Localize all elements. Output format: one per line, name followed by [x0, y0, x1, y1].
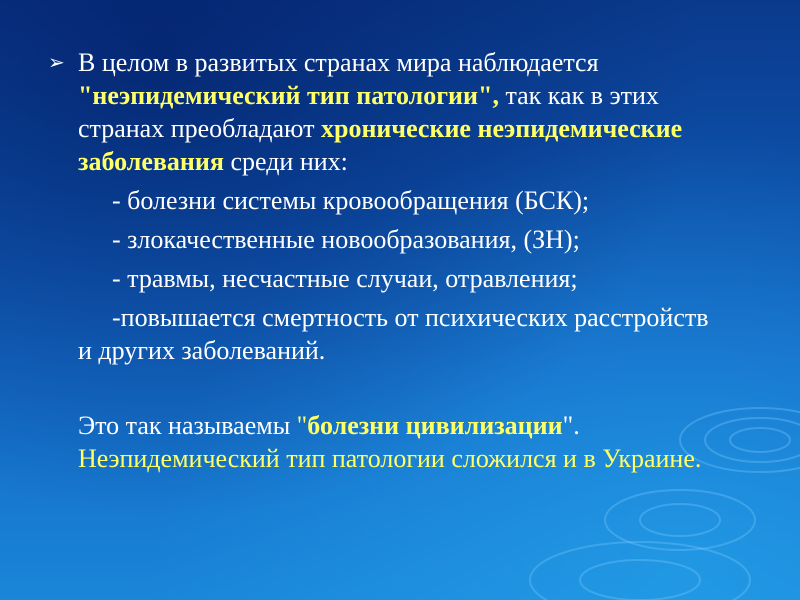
list-item-injuries: - травмы, несчастные случаи, отравления;	[112, 264, 578, 293]
quote-close: ".	[562, 411, 580, 440]
list-item-neoplasms: - злокачественные новообразования, (ЗН);	[112, 225, 580, 254]
intro-text-2: так как в этих странах преобладают	[78, 81, 659, 143]
slide-body	[48, 46, 728, 475]
highlight-pathology-type: "неэпидемический тип патологии",	[78, 81, 499, 110]
intro-text-3: среди них:	[223, 147, 348, 176]
intro-text-1: В целом в развитых странах мира наблюдается	[78, 48, 599, 77]
civilization-text-1: Это так называемы	[78, 411, 297, 440]
list-item-circulatory: - болезни системы кровообращения (БСК);	[112, 186, 590, 215]
civilization-paragraph	[78, 409, 728, 475]
arrow-bullet-icon: ➢	[48, 50, 65, 74]
intro-bullet	[48, 46, 728, 178]
ukraine-statement: Неэпидемический тип патологии сложился и в Украине.	[78, 444, 702, 473]
highlight-civilization-diseases: болезни цивилизации	[307, 411, 563, 440]
quote-open: "	[296, 411, 308, 440]
intro-paragraph	[78, 46, 728, 178]
list-item-mental-disorders: -повышается смертность от психических расстройств и других заболеваний.	[78, 303, 709, 365]
highlight-chronic-diseases: хронические неэпидемические заболевания	[78, 114, 683, 176]
